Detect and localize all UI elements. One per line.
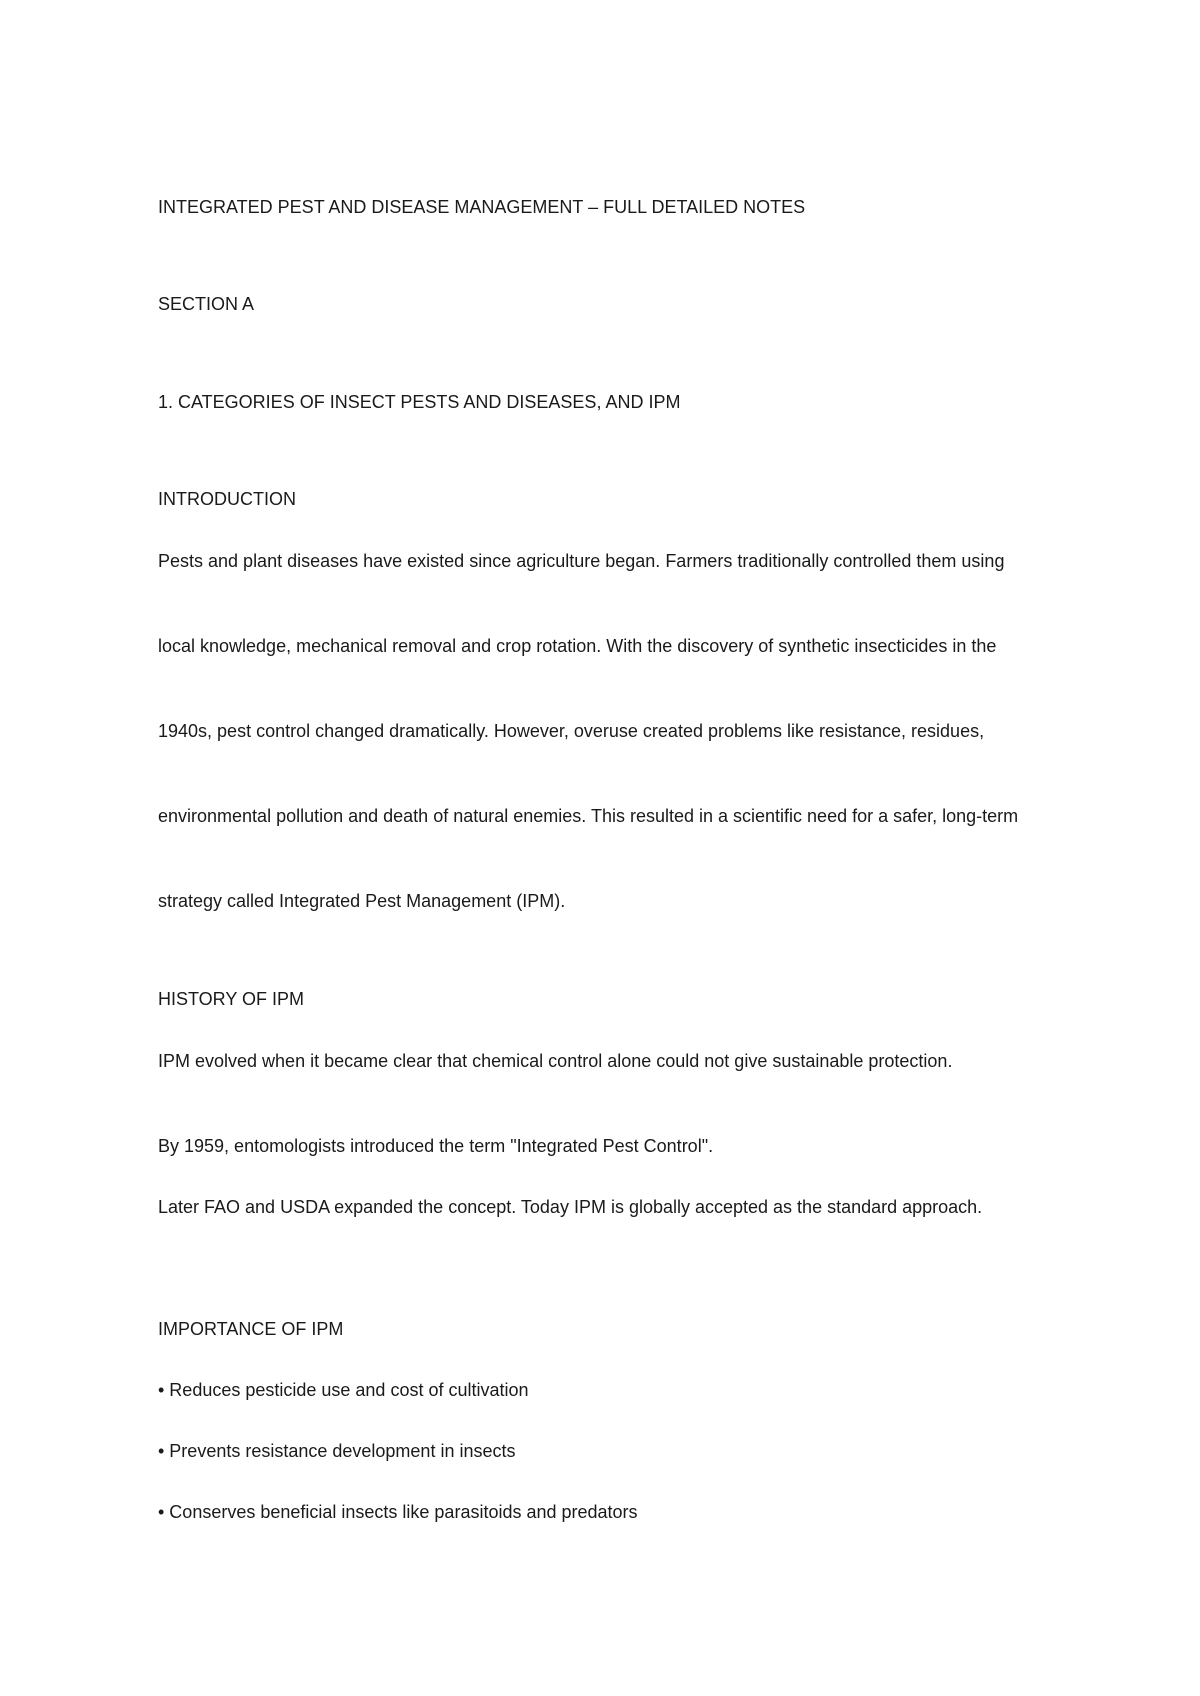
importance-bullet: • Conserves beneficial insects like parasitoids and predators	[158, 1502, 638, 1522]
history-paragraph: By 1959, entomologists introduced the term "Integrated Pest Control".	[158, 1136, 714, 1156]
history-paragraph: Later FAO and USDA expanded the concept. Today IPM is globally accepted as the standard approach.	[158, 1197, 983, 1217]
importance-heading: IMPORTANCE OF IPM	[158, 1319, 344, 1339]
section-heading: SECTION A	[158, 294, 255, 314]
introduction-paragraph: local knowledge, mechanical removal and crop rotation. With the discovery of synthetic insecticides in the	[158, 636, 997, 656]
history-paragraph: IPM evolved when it became clear that chemical control alone could not give sustainable protection.	[158, 1051, 953, 1071]
introduction-paragraph: environmental pollution and death of natural enemies. This resulted in a scientific need for a safer, long-term	[158, 806, 1019, 826]
topic-heading: 1. CATEGORIES OF INSECT PESTS AND DISEASES, AND IPM	[158, 392, 681, 412]
history-heading: HISTORY OF IPM	[158, 989, 305, 1009]
importance-bullet: • Reduces pesticide use and cost of cultivation	[158, 1380, 529, 1400]
introduction-heading: INTRODUCTION	[158, 489, 296, 509]
document-title: INTEGRATED PEST AND DISEASE MANAGEMENT – FULL DETAILED NOTES	[158, 197, 806, 217]
introduction-paragraph: Pests and plant diseases have existed since agriculture began. Farmers traditionally controlled them using	[158, 551, 1005, 571]
introduction-paragraph: 1940s, pest control changed dramatically. However, overuse created problems like resistance, residues,	[158, 721, 985, 741]
introduction-paragraph: strategy called Integrated Pest Management (IPM).	[158, 891, 566, 911]
importance-bullet: • Prevents resistance development in insects	[158, 1441, 516, 1461]
